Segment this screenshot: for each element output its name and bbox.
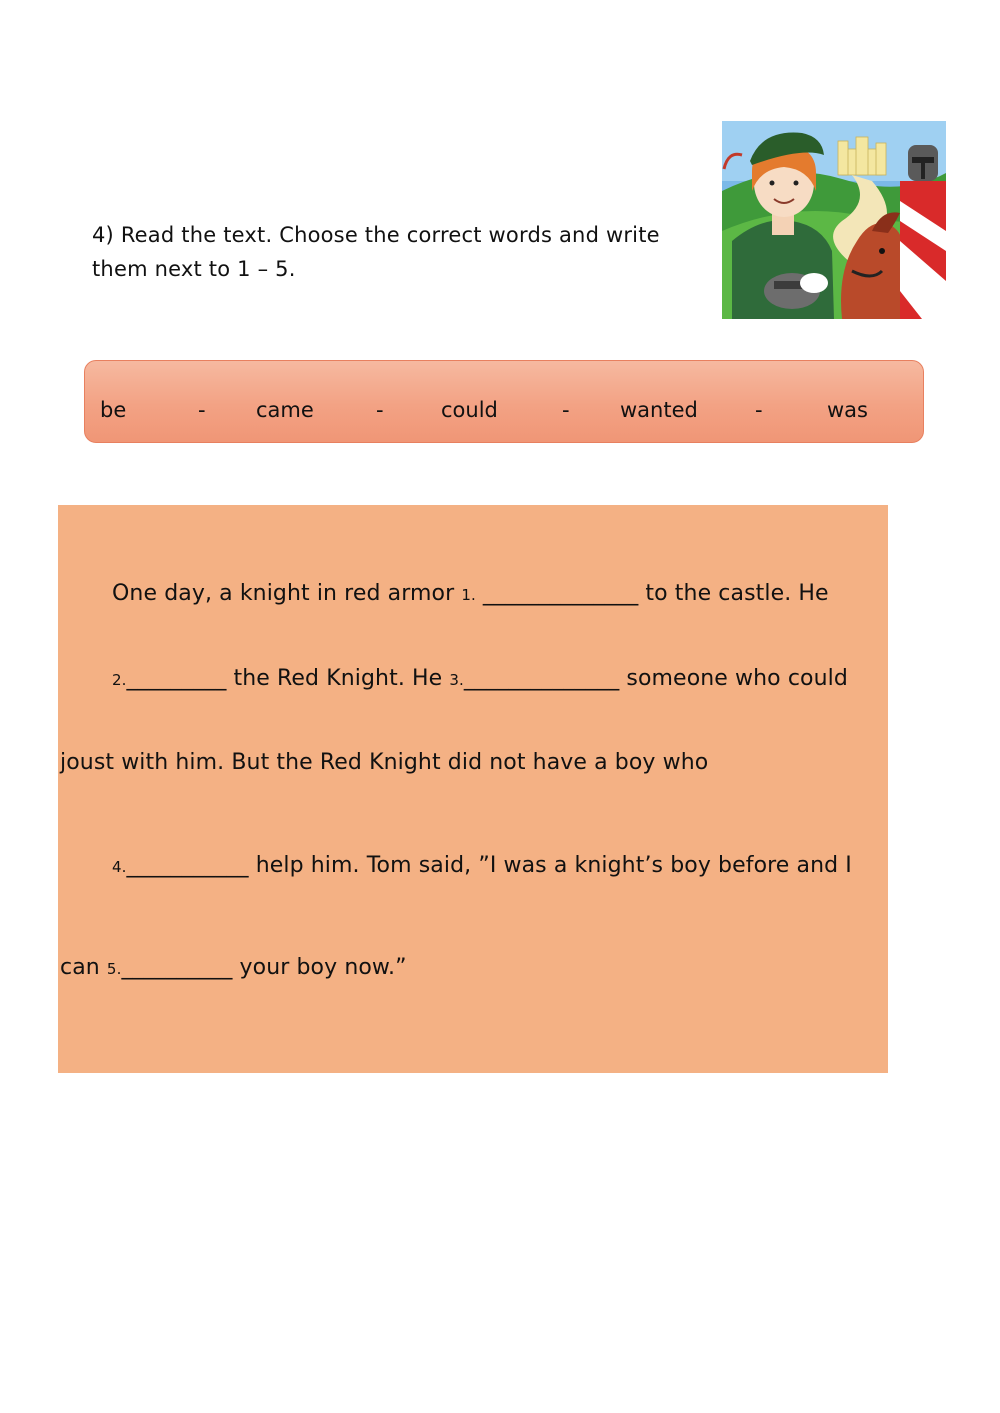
- blank-number-4: 4.: [112, 858, 127, 876]
- story-line-1: One day, a knight in red armor 1. ______________ to the castle. He: [112, 581, 829, 606]
- word-bank-option: was: [827, 398, 868, 422]
- answer-blank-5[interactable]: __________: [121, 955, 233, 980]
- word-bank-separator: -: [562, 398, 570, 422]
- word-bank-option: be: [100, 398, 127, 422]
- blank-number-3: 3.: [449, 671, 464, 689]
- word-bank-separator: -: [198, 398, 206, 422]
- instruction-line-1: 4) Read the text. Choose the correct words and write: [92, 223, 660, 247]
- story-line-5: can 5.__________ your boy now.”: [60, 955, 407, 980]
- answer-blank-2[interactable]: _________: [126, 666, 227, 691]
- story-text-box: [58, 505, 888, 1073]
- story-line-3: joust with him. But the Red Knight did not have a boy who: [60, 750, 709, 775]
- blank-number-5: 5.: [106, 960, 122, 978]
- blank-number-2: 2.: [112, 671, 127, 689]
- instruction-line-2: them next to 1 – 5.: [92, 257, 296, 281]
- story-line-4: 4.___________ help him. Tom said, ”I was a knight’s boy before and I: [112, 853, 852, 878]
- answer-blank-3[interactable]: ______________: [463, 666, 620, 691]
- answer-blank-4[interactable]: ___________: [126, 853, 249, 878]
- word-bank-separator: -: [755, 398, 763, 422]
- answer-blank-1[interactable]: ______________: [475, 581, 639, 606]
- word-bank-separator: -: [376, 398, 384, 422]
- story-line-2: 2._________ the Red Knight. He 3.______________ someone who could: [112, 666, 848, 691]
- knight-story-illustration: [722, 121, 946, 319]
- word-bank-option: came: [256, 398, 314, 422]
- word-bank: [84, 360, 924, 443]
- word-bank-option: could: [441, 398, 498, 422]
- blank-number-1: 1.: [461, 586, 476, 604]
- instruction-text: [92, 218, 702, 286]
- word-bank-option: wanted: [620, 398, 698, 422]
